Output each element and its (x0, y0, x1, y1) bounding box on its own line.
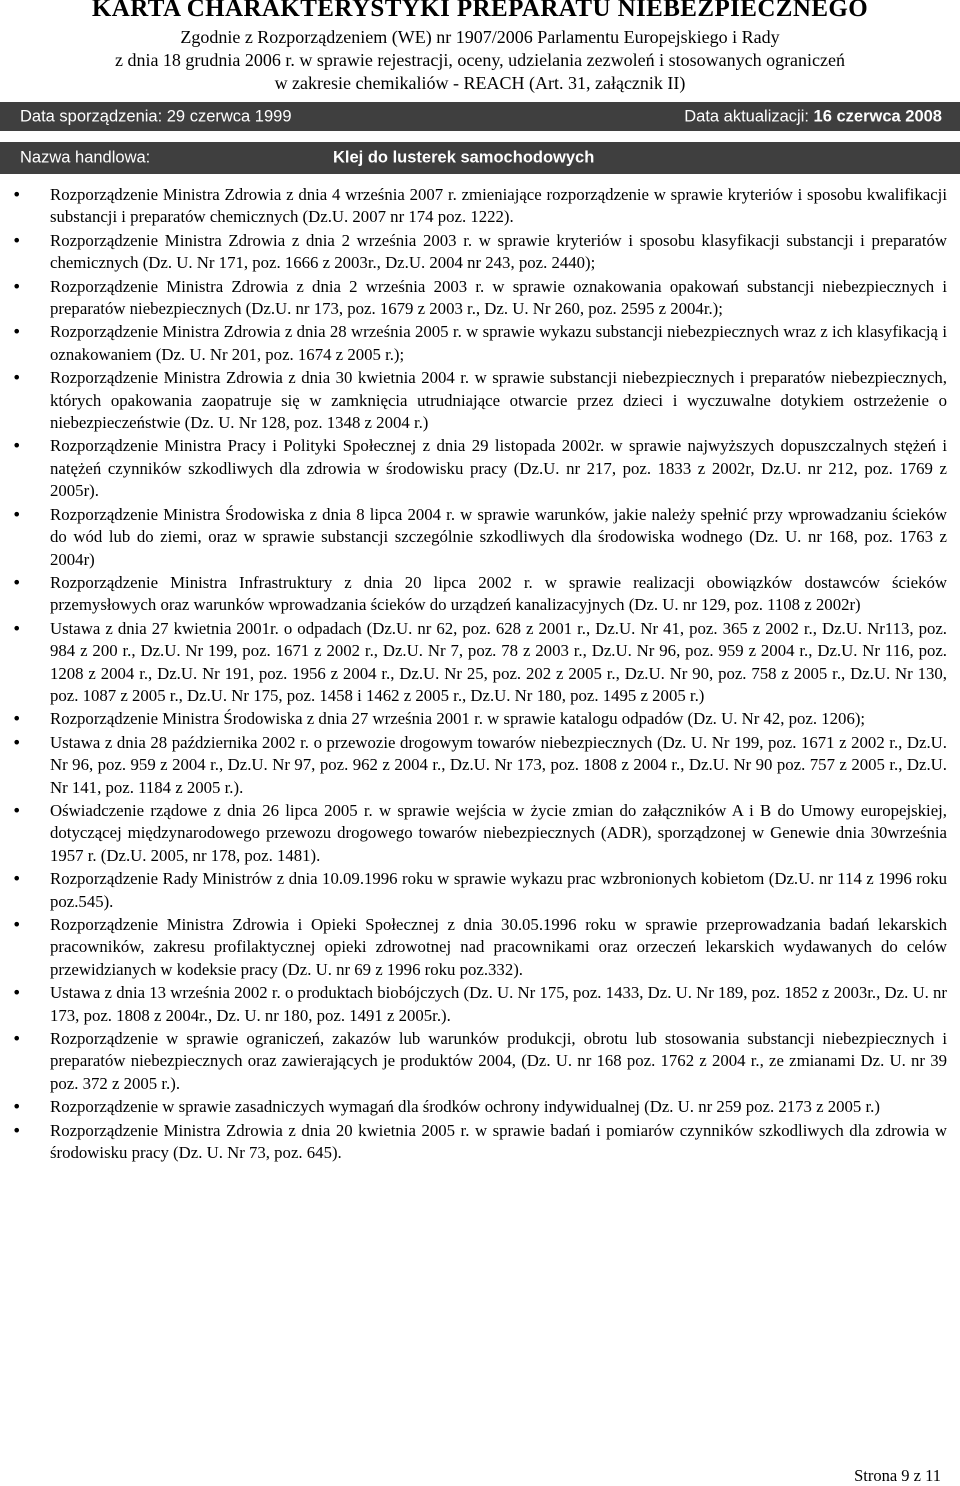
update-date-value: 16 czerwca 2008 (813, 107, 942, 125)
regulation-item: • Rozporządzenie w sprawie zasadniczych wymagań dla środków ochrony indywidualnej (Dz. U. nr 259 poz. 2173 z 2005 r.) (50, 1096, 947, 1118)
regulation-item: • Rozporządzenie Ministra Zdrowia z dnia 4 września 2007 r. zmieniające rozporządzenie w sprawie kryteriów i sposobu kwalifikacji substancji i preparatów chemicznych (Dz.U. 2007 nr 174 poz. 1222). (50, 184, 947, 229)
regulation-item: • Rozporządzenie Ministra Środowiska z dnia 8 lipca 2004 r. w sprawie warunków, jakie należy spełnić przy wprowadzaniu ścieków do wód lub do ziemi, oraz w sprawie substancji szczególnie szkodliwych dla środowiska wodnego (Dz. U. nr 168, poz. 1763 z 2004r) (50, 504, 947, 571)
regulation-item: • Oświadczenie rządowe z dnia 26 lipca 2005 r. w sprawie wejścia w życie zmian do załączników A i B do Umowy europejskiej, dotyczącej międzynarodowego przewozu drogowego towarów niebezpiecznych (ADR), sporządzonej w Genewie dnia 30września 1957 r. (Dz.U. 2005, nr 178, poz. 1481). (50, 800, 947, 867)
regulation-item: • Ustawa z dnia 27 kwietnia 2001r. o odpadach (Dz.U. nr 62, poz. 628 z 2001 r., Dz.U. Nr 41, poz. 365 z 2002 r., Dz.U. Nr113, poz. 984 z 200 r., Dz.U. Nr 199, poz. 1671 z 2002 r., Dz.U. Nr 7, poz. 78 z 2003 r., Dz.U. Nr 96, poz. 959 z 2004 r., Dz.U. Nr 116, poz. 1208 z 2004 r., Dz.U. Nr 191, poz. 1956 z 2004 r., Dz.U. Nr 25, poz. 202 z 2005 r., Dz.U. Nr 90, poz. 758 z 2005 r., Dz.U. Nr 130, poz. 1087 z 2005 r., Dz.U. Nr 175, poz. 1458 i 1462 z 2005 r., Dz.U. Nr 180, poz. 1495 z 2005 r.) (50, 618, 947, 708)
regulation-item: • Rozporządzenie Ministra Infrastruktury z dnia 20 lipca 2002 r. w sprawie realizacji obowiązków dostawców ścieków przemysłowych oraz warunków wprowadzania ścieków do urządzeń kanalizacyjnych (Dz. U. nr 129, poz. 1108 z 2002r) (50, 572, 947, 617)
regulation-item: • Rozporządzenie Rady Ministrów z dnia 10.09.1996 roku w sprawie wykazu prac wzbronionych kobietom (Dz.U. nr 114 z 1996 roku poz.545). (50, 868, 947, 913)
update-date (684, 107, 942, 126)
regulation-subtitle-line-1: Zgodnie z Rozporządzeniem (WE) nr 1907/2006 Parlamentu Europejskiego i Rady (180, 27, 780, 47)
update-date-label: Data aktualizacji: (684, 107, 814, 125)
regulation-item: • Rozporządzenie Ministra Zdrowia z dnia 28 września 2005 r. w sprawie wykazu substancji niebezpiecznych wraz z ich klasyfikacją i oznakowaniem (Dz. U. Nr 201, poz. 1674 z 2005 r.); (50, 321, 947, 366)
regulation-item: • Rozporządzenie Ministra Zdrowia z dnia 2 września 2003 r. w sprawie kryteriów i sposobu klasyfikacji substancji i preparatów chemicznych (Dz. U. Nr 171, poz. 1666 z 2003r., Dz.U. 2004 nr 243, poz. 2440); (50, 230, 947, 275)
regulation-item: • Rozporządzenie Ministra Zdrowia i Opieki Społecznej z dnia 30.05.1996 roku w sprawie przeprowadzania badań lekarskich pracowników, zakresu profilaktycznej opieki zdrowotnej nad pracownikami oraz orzeczeń lekarskich wydawanych do celów przewidzianych w kodeksie pracy (Dz. U. nr 69 z 1996 roku poz.332). (50, 914, 947, 981)
trade-name-bar (0, 142, 960, 174)
regulation-item: • Rozporządzenie w sprawie ograniczeń, zakazów lub warunków produkcji, obrotu lub stosowania substancji niebezpiecznych i preparatów niebezpiecznych oraz zawierających je produktów 2004, (Dz. U. nr 168 poz. 1762 z 2004 r., ze zmianami Dz. U. nr 39 poz. 372 z 2005 r.). (50, 1028, 947, 1095)
regulation-item: • Rozporządzenie Ministra Zdrowia z dnia 2 września 2003 r. w sprawie oznakowania opakowań substancji niebezpiecznych i preparatów niebezpiecznych (Dz.U. nr 173, poz. 1679 z 2003 r., Dz. U. Nr 260, poz. 2595 z 2004r.); (50, 276, 947, 321)
regulation-subtitle-line-2: z dnia 18 grudnia 2006 r. w sprawie rejestracji, oceny, udzielania zezwoleń i stosowanych ograniczeń (114, 50, 846, 70)
regulation-item: • Ustawa z dnia 28 października 2002 r. o przewozie drogowym towarów niebezpiecznych (Dz. U. Nr 199, poz. 1671 z 2002 r., Dz.U. Nr 96, poz. 959 z 2004 r., Dz.U. Nr 97, poz. 962 z 2004 r., Dz.U. Nr 173, poz. 1808 z 2004 r., Dz.U. Nr 90 poz. 757 z 2005 r., Dz.U. Nr 141, poz. 1184 z 2005 r.). (50, 732, 947, 799)
page-number: Strona 9 z 11 (854, 1466, 941, 1485)
trade-name-value: Klej do lusterek samochodowych (333, 148, 595, 167)
regulation-item: • Ustawa z dnia 13 września 2002 r. o produktach biobójczych (Dz. U. Nr 175, poz. 1433, Dz. U. Nr 189, poz. 1852 z 2003r., Dz. U. nr 173, poz. 1808 z 2004r., Dz. U. nr 180, poz. 1491 z 2005r.). (50, 982, 947, 1027)
regulation-item: • Rozporządzenie Ministra Pracy i Polityki Społecznej z dnia 29 listopada 2002r. w sprawie najwyższych dopuszczalnych stężeń i natężeń czynników szkodliwych dla zdrowia w środowisku pracy (Dz.U. nr 217, poz. 1833 z 2002r, Dz.U. nr 212, poz. 1769 z 2005r). (50, 435, 947, 502)
regulations-section (0, 184, 960, 1165)
trade-name-label: Nazwa handlowa: (20, 148, 151, 167)
creation-date: Data sporządzenia: 29 czerwca 1999 (20, 107, 292, 125)
regulation-item: • Rozporządzenie Ministra Środowiska z dnia 27 września 2001 r. w sprawie katalogu odpadów (Dz. U. Nr 42, poz. 1206); (50, 708, 947, 730)
regulation-item: • Rozporządzenie Ministra Zdrowia z dnia 20 kwietnia 2005 r. w sprawie badań i pomiarów czynników szkodliwych dla zdrowia w środowisku pracy (Dz. U. Nr 73, poz. 645). (50, 1120, 947, 1165)
regulation-subtitle-line-3: w zakresie chemikaliów - REACH (Art. 31, załącznik II) (274, 73, 686, 93)
regulation-item: • Rozporządzenie Ministra Zdrowia z dnia 30 kwietnia 2004 r. w sprawie substancji niebezpiecznych i preparatów niebezpiecznych, których opakowania zaopatruje się w zamknięcia utrudniające otwarcie przez dzieci i wyczuwalne dotykiem ostrzeżenie o niebezpieczeństwie (Dz. U. Nr 128, poz. 1348 z 2004 r.) (50, 367, 947, 434)
regulations-list (0, 184, 960, 1164)
document-title: KARTA CHARAKTERYSTYKI PREPARATU NIEBEZPIECZNEGO (91, 0, 869, 22)
dates-bar (0, 102, 960, 131)
